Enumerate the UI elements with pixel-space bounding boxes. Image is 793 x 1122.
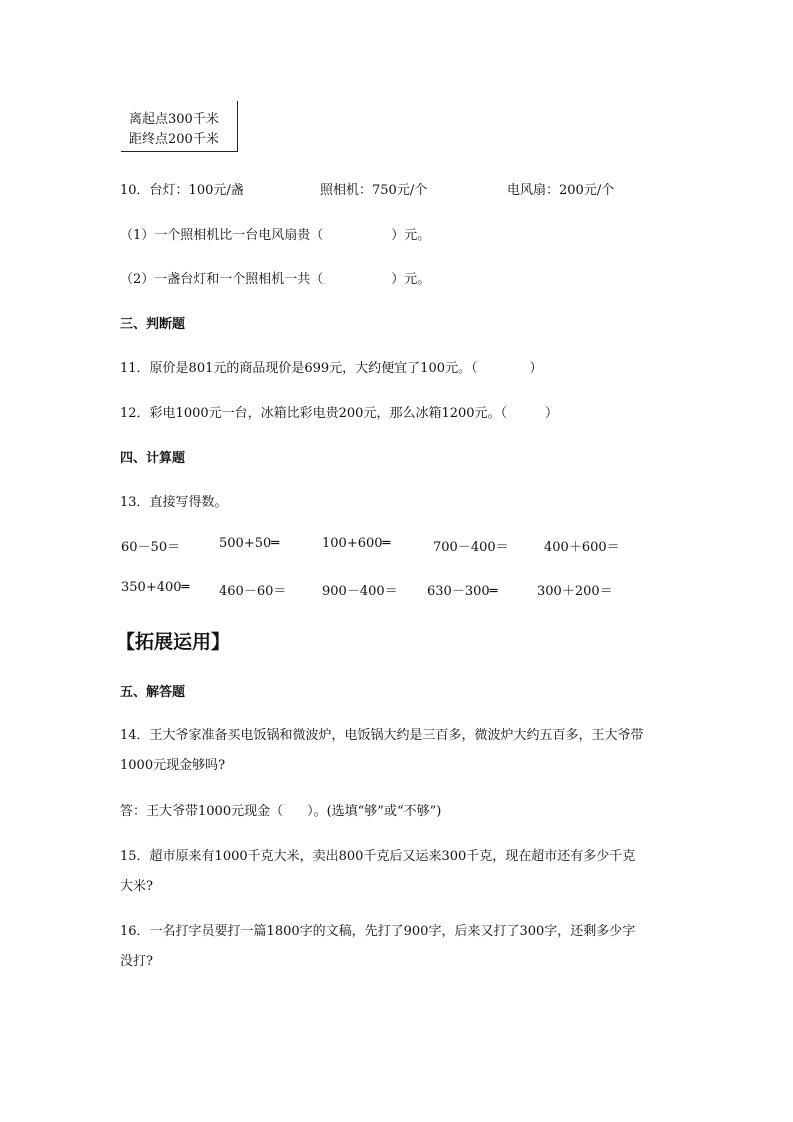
q15-line-2: 大米? (120, 879, 153, 894)
q14-answer (120, 800, 441, 819)
q12 (120, 402, 558, 421)
extension-heading: 【拓展运用】 (116, 631, 231, 653)
q10-sub1-text: （1）一个照相机比一台电风扇贵（ (120, 228, 324, 243)
q11-close: ） (529, 361, 543, 376)
q16-line-2: 没打? (120, 954, 153, 969)
q11-text: 11．原价是801元的商品现价是699元，大约便宜了100元。（ (120, 361, 478, 376)
q10-sub1 (120, 224, 430, 243)
q10-sub2 (120, 268, 430, 287)
sign-line-1: 离起点300千米 (129, 112, 219, 127)
calc-2-4: 630－300═ (427, 584, 498, 599)
q12-close: ） (545, 406, 559, 421)
sign-line-2: 距终点200千米 (129, 132, 219, 147)
q14-answer-text: 答：王大爷带1000元现金（ (120, 804, 284, 819)
q11 (120, 357, 543, 376)
calc-2-3: 900－400＝ (322, 584, 398, 599)
q14-line-2: 1000元现金够吗? (120, 758, 226, 773)
q10-camera-price: 照相机：750元/个 (320, 183, 428, 198)
calc-2-2: 460－60＝ (219, 584, 287, 599)
section-3-title: 三、判断题 (120, 317, 186, 332)
calc-2-1: 350+400═ (121, 580, 190, 595)
section-5-title: 五、解答题 (120, 685, 186, 700)
q10-sub1-close: ）元。 (391, 228, 431, 243)
q16-line-1: 16．一名打字员要打一篇1800字的文稿，先打了900字，后来又打了300字，还剩多少字 (120, 924, 636, 939)
calc-2-5: 300＋200＝ (537, 584, 613, 599)
q10-sub2-text: （2）一盏台灯和一个照相机一共（ (120, 272, 324, 287)
distance-sign (121, 101, 238, 152)
q10-sub2-close: ）元。 (391, 272, 431, 287)
calc-1-3: 100+600═ (322, 536, 391, 551)
q15-line-1: 15．超市原来有1000千克大米，卖出800千克后又运来300千克，现在超市还有多少千克 (120, 849, 636, 864)
q10-lamp-price: 10．台灯：100元/盏 (120, 183, 244, 198)
section-4-title: 四、计算题 (120, 451, 186, 466)
q14-line-1: 14．王大爷家准备买电饭锅和微波炉，电饭锅大约是三百多，微波炉大约五百多，王大爷带 (120, 728, 644, 743)
q12-text: 12．彩电1000元一台，冰箱比彩电贵200元，那么冰箱1200元。（ (120, 406, 508, 421)
calc-1-1: 60－50＝ (121, 540, 181, 555)
q14-answer-close: ）。(选填“够”或“不够”) (307, 804, 442, 819)
q10-fan-price: 电风扇：200元/个 (507, 183, 615, 198)
calc-1-2: 500+50═ (219, 536, 280, 551)
calc-1-4: 700－400＝ (433, 540, 509, 555)
q13-text: 13．直接写得数。 (120, 495, 228, 510)
calc-1-5: 400＋600＝ (544, 540, 620, 555)
